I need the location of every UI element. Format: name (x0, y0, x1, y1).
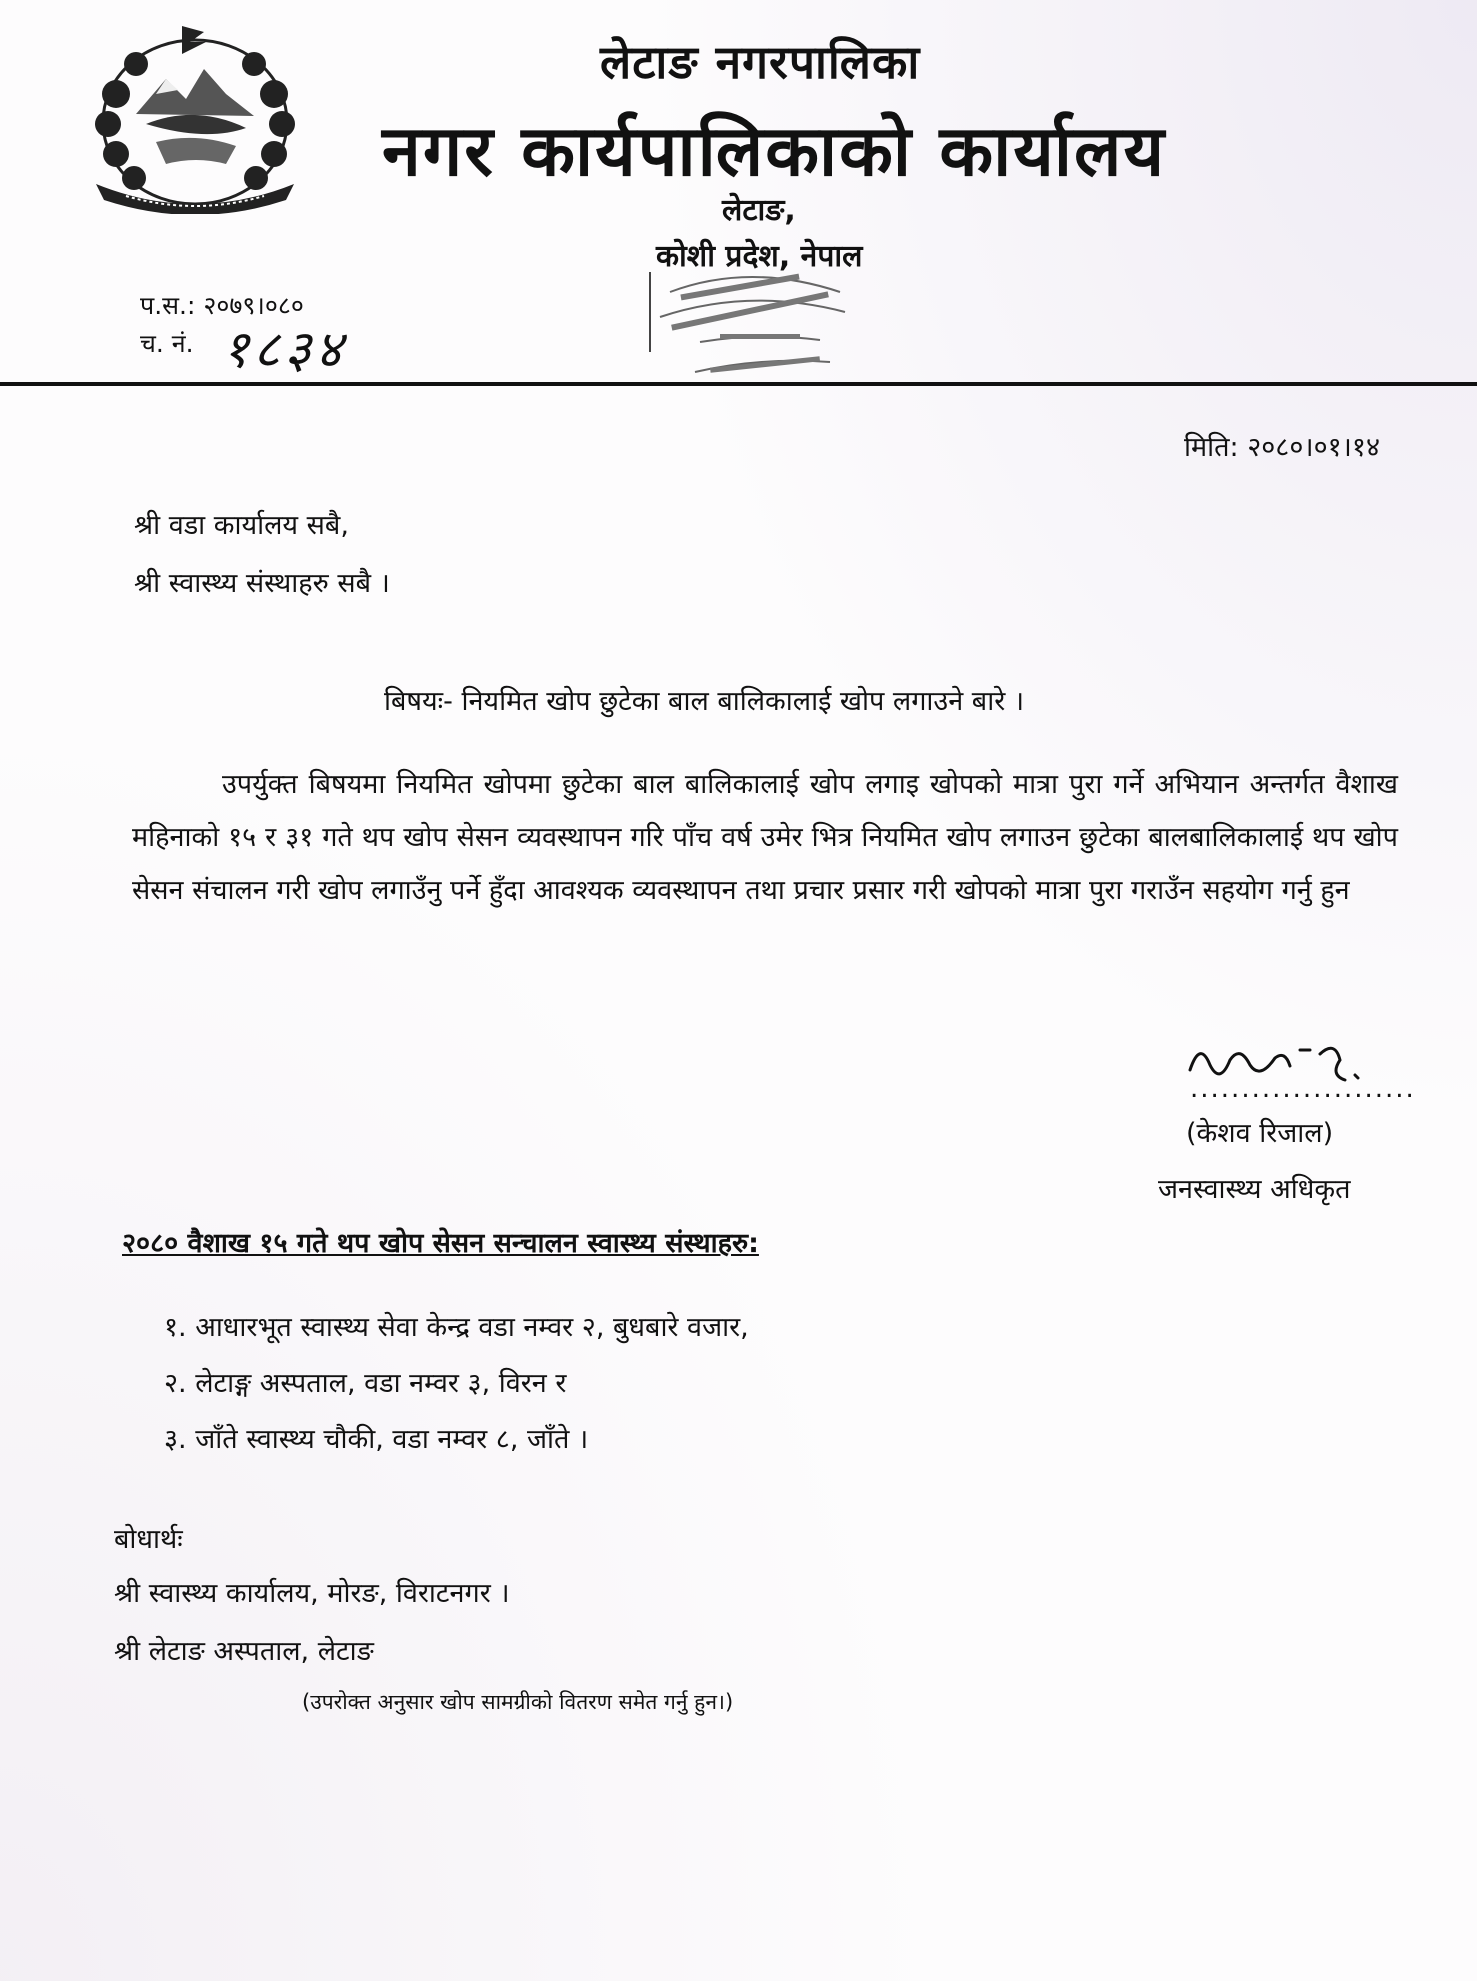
letter-body: उपर्युक्त बिषयमा नियमित खोपमा छुटेका बाल बालिकालाई खोप लगाइ खोपको मात्रा पुरा गर्ने अभियान अन्तर्गत वैशाख महिनाको १५ र ३१ गते थप खोप सेसन व्यवस्थापन गरि पाँच वर्ष उमेर भित्र नियमित खोप लगाउन छुटेका बालबालिकालाई थप खोप सेसन संचालन गरी खोप लगाउँनु पर्ने हुँदा आवश्यक व्यवस्थापन तथा प्रचार प्रसार गरी खोपको मात्रा पुरा गराउँन सहयोग गर्नु हुन (132, 769, 1398, 906)
office-place: लेटाङ, (722, 193, 796, 228)
list-item: २. लेटाङ्ग अस्पताल, वडा नम्वर ३, विरन र (164, 1368, 567, 1399)
cc-item: श्री स्वास्थ्य कार्यालय, मोरङ, विराटनगर । (114, 1578, 510, 1609)
recipient-line: श्री स्वास्थ्य संस्थाहरु सबै । (134, 568, 390, 599)
letter-subject: बिषयः- नियमित खोप छुटेका बाल बालिकालाई खोप लगाउने बारे । (384, 686, 1025, 717)
session-list-heading: २०८० वैशाख १५ गते थप खोप सेसन सन्चालन स्वास्थ्य संस्थाहरु: (122, 1228, 759, 1259)
office-province: कोशी प्रदेश, नेपाल (656, 239, 863, 274)
nepal-government-emblem-icon (86, 24, 304, 214)
municipality-office-stamp-icon (640, 262, 860, 392)
signatory-name: (केशव रिजाल) (1186, 1118, 1334, 1149)
cc-heading: बोधार्थः (114, 1524, 183, 1555)
dispatch-number-label: च. नं. (140, 329, 194, 358)
list-item: ३. जाँते स्वास्थ्य चौकी, वडा नम्वर ८, जाँते । (164, 1424, 589, 1455)
municipality-name: लेटाङ नगरपालिका (600, 35, 921, 89)
office-name: नगर कार्यपालिकाको कार्यालय (382, 110, 1167, 192)
letter-date: मिति: २०८०।०१।१४ (1184, 432, 1380, 463)
cc-item: श्री लेटाङ अस्पताल, लेटाङ (114, 1636, 374, 1667)
signature-line: ...................... (1190, 1074, 1416, 1104)
list-item: १. आधारभूत स्वास्थ्य सेवा केन्द्र वडा नम्वर २, बुधबारे वजार, (164, 1312, 749, 1343)
fiscal-year-reference: प.स.: २०७९।०८० (140, 291, 304, 320)
cc-note: (उपरोक्त अनुसार खोप सामग्रीको वितरण समेत गर्नु हुन।) (302, 1690, 734, 1714)
header-divider (0, 382, 1477, 386)
dispatch-number-handwritten: १८३४ (222, 320, 347, 380)
signatory-title: जनस्वास्थ्य अधिकृत (1158, 1174, 1351, 1205)
recipient-line: श्री वडा कार्यालय सबै, (134, 510, 349, 541)
